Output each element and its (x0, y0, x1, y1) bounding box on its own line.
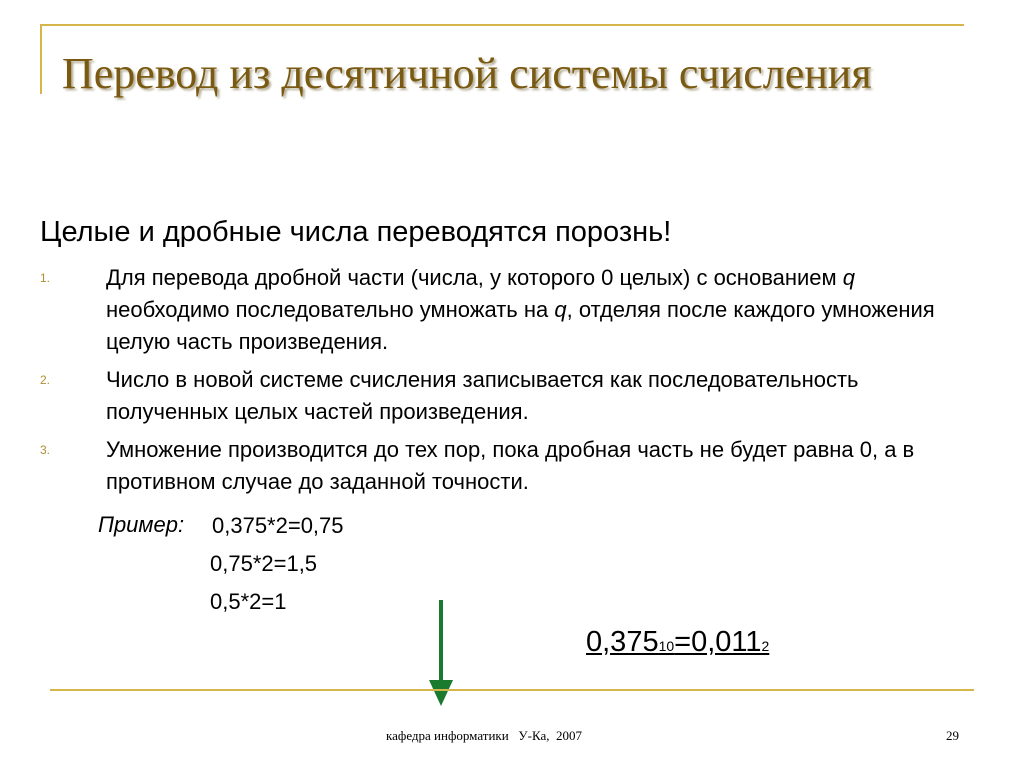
item-text: Число в новой системе счисления записывается как последовательность полученных целых частей произведения. (106, 367, 859, 424)
list-item (0, 262, 966, 358)
variable-q: q (842, 265, 856, 290)
page-number: 29 (946, 728, 959, 743)
example-line: 0,5*2=1 (210, 589, 287, 614)
list-item (0, 434, 966, 498)
item-text: Для перевода дробной части (числа, у которого 0 целых) с основанием (106, 265, 843, 290)
list-item (0, 364, 966, 428)
item-text: , отделяя после каждого умножения целую часть произведения. (106, 297, 935, 354)
left-border-line (40, 24, 42, 94)
top-border-line (40, 24, 964, 26)
variable-q: q (554, 297, 567, 322)
example-line: 0,375*2=0,75 (212, 513, 344, 538)
slide-title: Перевод из десятичной системы счисления (62, 49, 872, 98)
item-text: Умножение производится до тех пор, пока дробная часть не будет равна 0, а в противном случае до заданной точности. (106, 437, 915, 494)
example-label: Пример: (98, 512, 185, 537)
item-text: необходимо последовательно умножать на (106, 297, 555, 322)
result-binary: =0,011 (674, 626, 762, 658)
result-base-10: 10 (658, 638, 675, 654)
footer-text: кафедра информатики У-Ка, 2007 (386, 728, 582, 743)
bottom-border-line (50, 689, 974, 691)
result-base-2: 2 (761, 638, 770, 654)
down-arrow-icon (426, 600, 456, 710)
conversion-result (586, 626, 769, 659)
list-number: 3. (40, 443, 51, 457)
slide-subtitle: Целые и дробные числа переводятся порознь! (40, 216, 672, 248)
example-line: 0,75*2=1,5 (210, 551, 318, 576)
rules-list (0, 262, 1000, 504)
list-number: 1. (40, 271, 51, 285)
result-decimal: 0,375 (586, 626, 659, 658)
list-number: 2. (40, 373, 51, 387)
